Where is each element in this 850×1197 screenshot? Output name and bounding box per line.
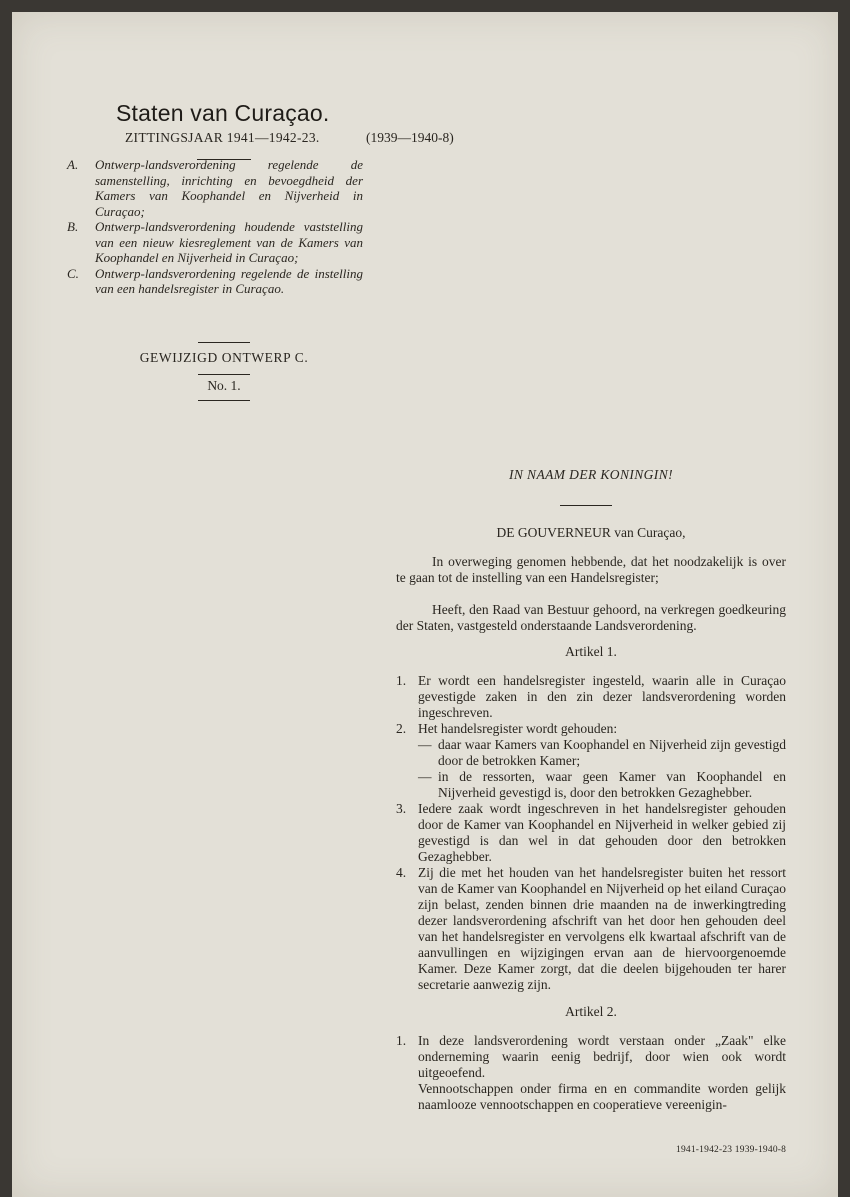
item-number: 1.	[396, 673, 407, 688]
article-1-items	[396, 673, 786, 993]
sub-item	[418, 737, 786, 769]
list-item	[396, 721, 786, 801]
item-number: 2.	[396, 721, 407, 736]
subject-text: Ontwerp-landsverordening houdende vaststelling van een nieuw kiesreglement van de Kamers van Koophandel en Nijverheid in Curaçao;	[95, 219, 363, 265]
draft-divider-mid	[198, 374, 250, 375]
item-intro: Het handelsregister wordt gehouden:	[418, 721, 618, 736]
subject-text: Ontwerp-landsverordening regelende de instelling van een handelsregister in Curaçao.	[95, 265, 363, 296]
item-number: 3.	[396, 801, 407, 816]
subject-letter: B.	[67, 219, 79, 234]
item-text-main: In deze landsverordening wordt verstaan onder „Zaak" elke onderneming waarin eenig bedrijf, door wien ook wordt uitgeoefend.	[418, 1033, 786, 1080]
subject-letter: C.	[67, 265, 79, 281]
list-item	[396, 801, 786, 865]
subject-item	[67, 157, 363, 219]
reference-number: (1939—1940-8)	[366, 130, 454, 145]
item-text	[418, 721, 786, 801]
sub-item-text: in de ressorten, waar geen Kamer van Koophandel en Nijverheid gevestigd is, door den betrokken Gezaghebber.	[438, 769, 786, 800]
article-2-items	[396, 1033, 786, 1113]
number-label: No. 1.	[207, 378, 241, 393]
dash-mark: —	[418, 769, 432, 784]
item-text: Er wordt een handelsregister ingesteld, waarin alle in Curaçao gevestigde zaken in den zin dezer landsverordening worden ingeschreven.	[418, 673, 786, 720]
consideration-paragraph: In overweging genomen hebbende, dat het noodzakelijk is over te gaan tot de instelling van een Handelsregister;	[396, 554, 786, 585]
heading-divider	[560, 505, 612, 506]
draft-label: GEWIJZIGD ONTWERP C.	[139, 350, 309, 365]
king-heading: IN NAAM DER KONINGIN!	[508, 467, 673, 482]
draft-divider-bottom	[198, 400, 250, 401]
list-item	[396, 865, 786, 993]
subject-item	[67, 219, 363, 266]
subject-list	[67, 157, 363, 297]
subject-item	[67, 266, 363, 297]
document-page	[12, 12, 838, 1197]
item-number: 1.	[396, 1033, 407, 1048]
subject-letter: A.	[67, 157, 79, 172]
item-text	[418, 1033, 786, 1113]
item-number: 4.	[396, 865, 407, 880]
list-item	[396, 1033, 786, 1113]
page-footer: 1941-1942-23 1939-1940-8	[676, 1145, 787, 1155]
enactment-paragraph: Heeft, den Raad van Bestuur gehoord, na verkregen goedkeuring der Staten, vastgesteld onderstaande Landsverordening.	[396, 602, 786, 633]
sub-item	[418, 769, 786, 801]
subject-text: Ontwerp-landsverordening regelende de samenstelling, inrichting en bevoegdheid der Kamers van Koophandel en Nijverheid in Curaçao;	[95, 157, 363, 219]
article-2-title: Artikel 2.	[565, 1004, 617, 1019]
document-title: Staten van Curaçao.	[116, 100, 330, 126]
item-text-continued: Vennootschappen onder firma en en commandite worden gelijk naamlooze vennootschappen en cooperatieve vereenigin-	[418, 1081, 786, 1112]
draft-divider-top	[198, 342, 250, 343]
item-text: Zij die met het houden van het handelsregister buiten het ressort van de Kamer van Koophandel en Nijverheid op het eiland Curaçao zijn belast, zenden binnen drie maanden na de inwerkingtreding dezer landsverordening afschrift van het door hen gehouden deel van het handelsregister en vervolgens elk kwartaal afschrift van de aanvullingen en wijzigingen ervan aan de hiervoorgenoemde Kamer. Deze Kamer zorgt, dat die deelen bijgehouden ter harer secretarie aanwezig zijn.	[418, 865, 786, 992]
session-year: ZITTINGSJAAR 1941—1942-23.	[125, 130, 320, 145]
article-1-title: Artikel 1.	[565, 644, 617, 659]
dash-mark: —	[418, 737, 432, 752]
list-item	[396, 673, 786, 721]
sub-item-text: daar waar Kamers van Koophandel en Nijverheid zijn gevestigd door de betrokken Kamer;	[438, 737, 786, 768]
governor-line: DE GOUVERNEUR van Curaçao,	[496, 525, 686, 540]
item-text: Iedere zaak wordt ingeschreven in het handelsregister gehouden door de Kamer van Koophandel en Nijverheid in welker gebied zij gevestigd is dan wel in dat gehouden door den betrokken Gezaghebber.	[418, 801, 786, 864]
